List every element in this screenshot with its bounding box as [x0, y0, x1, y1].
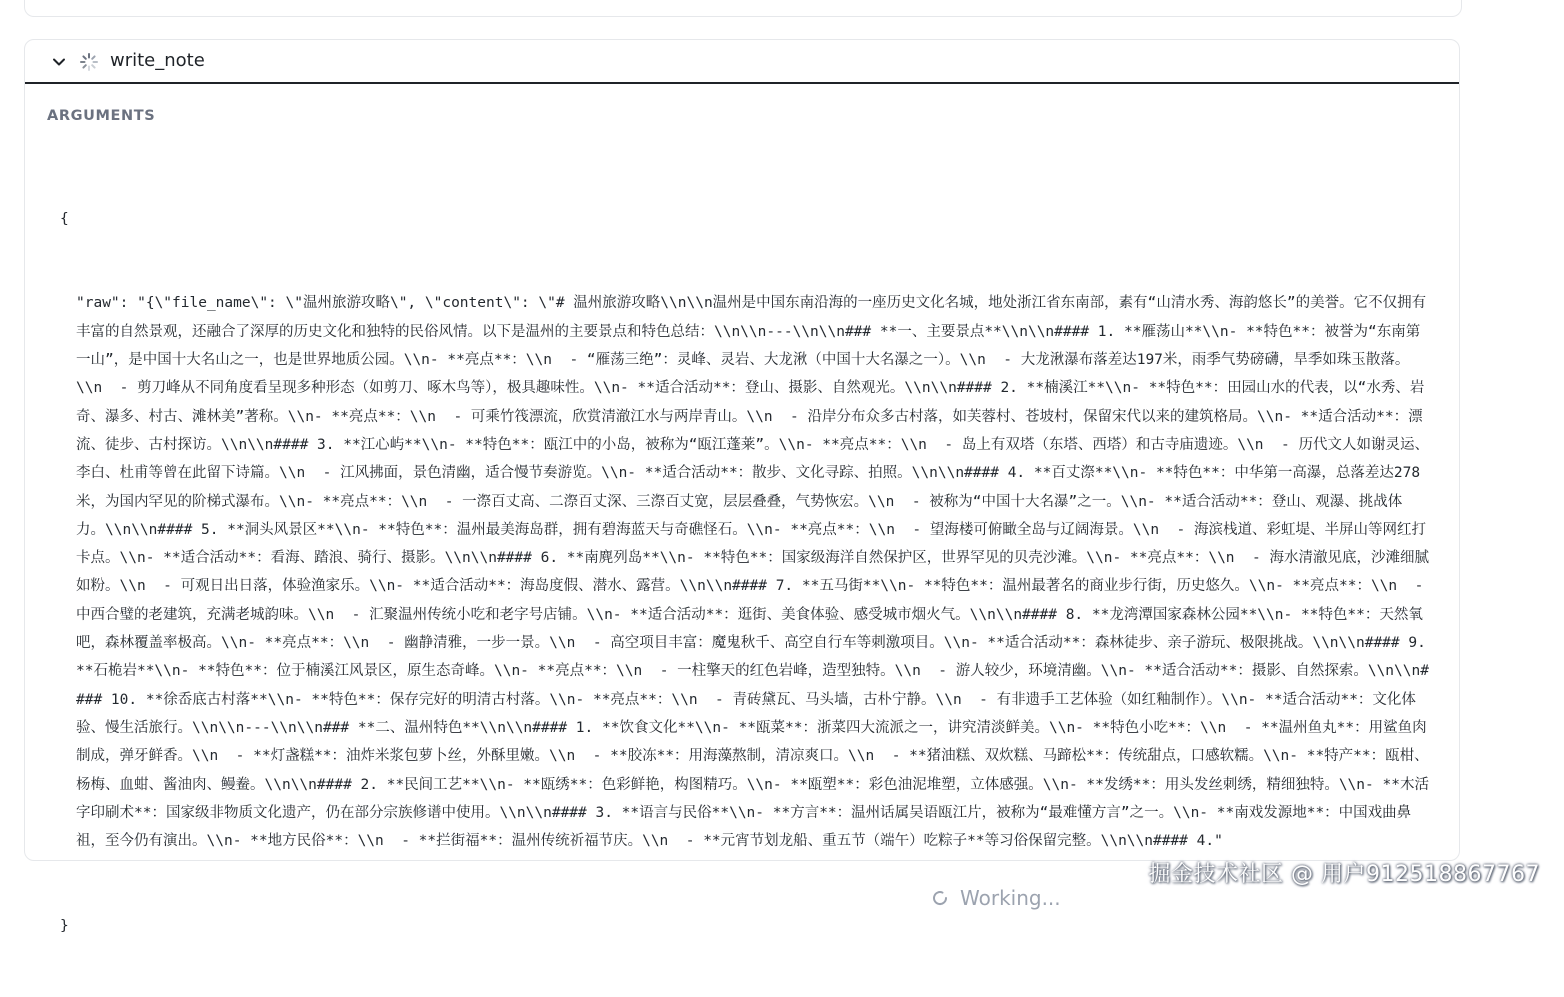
loading-spinner-icon — [79, 52, 99, 72]
working-text: Working... — [960, 886, 1061, 910]
tool-call-header[interactable] — [25, 40, 1459, 84]
arguments-label: ARGUMENTS — [47, 108, 156, 124]
tool-name: write_note — [110, 50, 205, 71]
refresh-spinner-icon — [930, 888, 950, 908]
json-open-brace: { — [60, 210, 69, 227]
watermark: 掘金技术社区 @ 用户912518867767 — [1148, 862, 1540, 887]
previous-tool-card — [24, 0, 1462, 17]
json-close-brace: } — [60, 918, 69, 935]
working-status — [930, 886, 1061, 910]
chevron-down-icon[interactable] — [50, 53, 68, 71]
json-raw-field: "raw": "{\"file_name\": \"温州旅游攻略\", \"content\": \"# 温州旅游攻略\\n\\n温州是中国东南沿海的一座历史文化名城，地处浙江省东南部，素有“山清水秀、海韵悠长”的美誉。它不仅拥有丰富的自然景观，还融合了深厚的历史文化和独特的民俗风情。以下是温州的主要景点和特色总结：\\n\\n---\\n\\n### **一、主要景点**\\n\\n#### 1. **雁荡山**\\n- **特色**：被誉为“东南第一山”，是中国十大名山之一，也是世界地质公园。\\n- **亮点**：\\n - “雁荡三绝”：灵峰、灵岩、大龙湫（中国十大名瀑之一）。\\n - 大龙湫瀑布落差达197米，雨季气势磅礴，旱季如珠玉散落。\\n - 剪刀峰从不同角度看呈现多种形态（如剪刀、啄木鸟等），极具趣味性。\\n- **适合活动**：登山、摄影、自然观光。\\n\\n#### 2. **楠溪江**\\n- **特色**：田园山水的代表，以“水秀、岩奇、瀑多、村古、滩林美”著称。\\n- **亮点**：\\n - 可乘竹筏漂流，欣赏清澈江水与两岸青山。\\n - 沿岸分布众多古村落，如芙蓉村、苍坡村，保留宋代以来的建筑格局。\\n- **适合活动**：漂流、徒步、古村探访。\\n\\n#### 3. **江心屿**\\n- **特色**：瓯江中的小岛，被称为“瓯江蓬莱”。\\n- **亮点**：\\n - 岛上有双塔（东塔、西塔）和古寺庙遗迹。\\n - 历代文人如谢灵运、李白、杜甫等曾在此留下诗篇。\\n - 江风拂面，景色清幽，适合慢节奏游览。\\n- **适合活动**：散步、文化寻踪、拍照。\\n\\n#### 4. **百丈漈**\\n- **特色**：中华第一高瀑，总落差达278米，为国内罕见的阶梯式瀑布。\\n- **亮点**：\\n - 一漈百丈高、二漈百丈深、三漈百丈宽，层层叠叠，气势恢宏。\\n - 被称为“中国十大名瀑”之一。\\n- **适合活动**：登山、观瀑、挑战体力。\\n\\n#### 5. **洞头风景区**\\n- **特色**：温州最美海岛群，拥有碧海蓝天与奇礁怪石。\\n- **亮点**：\\n - 望海楼可俯瞰全岛与辽阔海景。\\n - 海滨栈道、彩虹堤、半屏山等网红打卡点。\\n- **适合活动**：看海、踏浪、骑行、摄影。\\n\\n#### 6. **南麂列岛**\\n- **特色**：国家级海洋自然保护区，世界罕见的贝壳沙滩。\\n- **亮点**：\\n - 海水清澈见底，沙滩细腻如粉。\\n - 可观日出日落，体验渔家乐。\\n- **适合活动**：海岛度假、潜水、露营。\\n\\n#### 7. **五马街**\\n- **特色**：温州最著名的商业步行街，历史悠久。\\n- **亮点**：\\n - 中西合璧的老建筑，充满老城韵味。\\n - 汇聚温州传统小吃和老字号店铺。\\n- **适合活动**：逛街、美食体验、感受城市烟火气。\\n\\n#### 8. **龙湾潭国家森林公园**\\n- **特色**：天然氧吧，森林覆盖率极高。\\n- **亮点**：\\n - 幽静清雅，一步一景。\\n - 高空项目丰富：魔鬼秋千、高空自行车等刺激项目。\\n- **适合活动**：森林徒步、亲子游玩、极限挑战。\\n\\n#### 9. **石桅岩**\\n- **特色**：位于楠溪江风景区，原生态奇峰。\\n- **亮点**：\\n - 一柱擎天的红色岩峰，造型独特。\\n - 游人较少，环境清幽。\\n- **适合活动**：摄影、自然探索。\\n\\n#### 10. **徐岙底古村落**\\n- **特色**：保存完好的明清古村落。\\n- **亮点**：\\n - 青砖黛瓦、马头墙，古朴宁静。\\n - 有非遗手工艺体验（如红釉制作）。\\n- **适合活动**：文化体验、慢生活旅行。\\n\\n---\\n\\n### **二、温州特色**\\n\\n#### 1. **饮食文化**\\n- **瓯菜**：浙菜四大流派之一，讲究清淡鲜美。\\n- **特色小吃**：\\n - **温州鱼丸**：用鲨鱼肉制成，弹牙鲜香。\\n - **灯盏糕**：油炸米浆包萝卜丝，外酥里嫩。\\n - **胶冻**：用海藻熬制，清凉爽口。\\n - **猪油糕、双炊糕、马蹄松**：传统甜点，口感软糯。\\n- **特产**：瓯柑、杨梅、血蚶、酱油肉、鳗鲞。\\n\\n#### 2. **民间工艺**\\n- **瓯绣**：色彩鲜艳，构图精巧。\\n- **瓯塑**：彩色油泥堆塑，立体感强。\\n- **发绣**：用头发丝刺绣，精细独特。\\n- **木活字印刷术**：国家级非物质文化遗产，仍在部分宗族修谱中使用。\\n\\n#### 3. **语言与民俗**\\n- **方言**：温州话属吴语瓯江片，被称为“最难懂方言”之一。\\n- **南戏发源地**：中国戏曲鼻祖，至今仍有演出。\\n- **地方民俗**：\\n - **拦街福**：温州传统祈福节庆。\\n - **元宵节划龙船、重五节（端午）吃粽子**等习俗保留完整。\\n\\n#### 4." — [76, 295, 1435, 850]
